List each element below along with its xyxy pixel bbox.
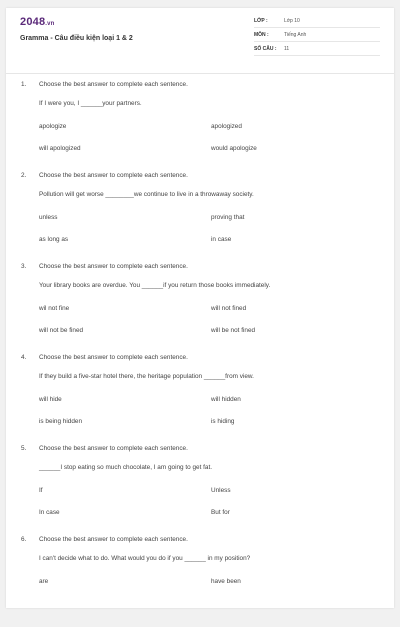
meta-label: SỐ CÂU :: [254, 45, 277, 52]
question-item: [6, 536, 394, 627]
question-number: 3.: [21, 263, 27, 270]
answer-option-a[interactable]: wil not fine: [39, 305, 70, 312]
question-sentence: I can't decide what to do. What would you do if you ______ in my position?: [39, 555, 251, 562]
question-prompt: Choose the best answer to complete each sentence.: [39, 536, 188, 543]
question-sentence: If they build a five-star hotel there, the heritage population ______from view.: [39, 373, 254, 380]
answer-option-b[interactable]: have been: [211, 578, 241, 585]
question-prompt: Choose the best answer to complete each sentence.: [39, 354, 188, 361]
answer-option-b[interactable]: will not fined: [211, 305, 247, 312]
worksheet-title: Gramma - Câu điều kiện loại 1 & 2: [20, 35, 133, 42]
answer-option-b[interactable]: Unless: [211, 487, 231, 494]
meta-value: Tiếng Anh: [284, 31, 307, 38]
logo-main: 2048: [20, 16, 46, 28]
answer-option-d[interactable]: in case: [211, 236, 232, 243]
question-sentence: Your library books are overdue. You ______if you return those books immediately.: [39, 282, 271, 289]
worksheet-meta: [254, 14, 380, 56]
answer-option-b[interactable]: proving that: [211, 214, 245, 221]
logo-tld: .vn: [45, 21, 55, 27]
meta-row-subject: [254, 28, 380, 42]
question-prompt: Choose the best answer to complete each sentence.: [39, 81, 188, 88]
meta-label: LỚP :: [254, 17, 268, 24]
answer-option-d[interactable]: is hiding: [211, 418, 235, 425]
question-number: 4.: [21, 354, 27, 361]
worksheet: [6, 8, 394, 608]
question-item: [6, 354, 394, 445]
question-number: 2.: [21, 172, 27, 179]
meta-value: 11: [284, 45, 290, 52]
question-sentence: If I were you, I ______your partners.: [39, 100, 142, 107]
answer-option-a[interactable]: apologize: [39, 123, 67, 130]
site-logo[interactable]: [20, 16, 55, 28]
answer-option-c[interactable]: will apologized: [39, 145, 81, 152]
question-item: [6, 445, 394, 536]
answer-option-a[interactable]: If: [39, 487, 43, 494]
answer-option-c[interactable]: will not be fined: [39, 327, 84, 334]
question-prompt: Choose the best answer to complete each sentence.: [39, 263, 188, 270]
question-item: [6, 81, 394, 172]
question-sentence: Pollution will get worse ________we continue to live in a throwaway society.: [39, 191, 254, 198]
meta-row-count: [254, 42, 380, 56]
answer-option-b[interactable]: apologized: [211, 123, 242, 130]
worksheet-header: [6, 8, 394, 74]
answer-option-a[interactable]: are: [39, 578, 49, 585]
answer-option-c[interactable]: is being hidden: [39, 418, 82, 425]
answer-option-d[interactable]: will be not fined: [211, 327, 256, 334]
question-number: 5.: [21, 445, 27, 452]
question-prompt: Choose the best answer to complete each sentence.: [39, 445, 188, 452]
answer-option-a[interactable]: unless: [39, 214, 58, 221]
answer-option-c[interactable]: as long as: [39, 236, 69, 243]
answer-option-b[interactable]: will hidden: [211, 396, 241, 403]
answer-option-a[interactable]: will hide: [39, 396, 62, 403]
answer-option-c[interactable]: In case: [39, 509, 60, 516]
question-number: 6.: [21, 536, 27, 543]
meta-row-class: [254, 14, 380, 28]
meta-label: MÔN :: [254, 31, 269, 38]
question-prompt: Choose the best answer to complete each sentence.: [39, 172, 188, 179]
answer-option-d[interactable]: would apologize: [211, 145, 257, 152]
meta-value: Lớp 10: [284, 17, 300, 24]
question-item: [6, 263, 394, 354]
question-sentence: ______I stop eating so much chocolate, I am going to get fat.: [39, 464, 213, 471]
question-item: [6, 172, 394, 263]
answer-option-d[interactable]: But for: [211, 509, 230, 516]
question-number: 1.: [21, 81, 27, 88]
